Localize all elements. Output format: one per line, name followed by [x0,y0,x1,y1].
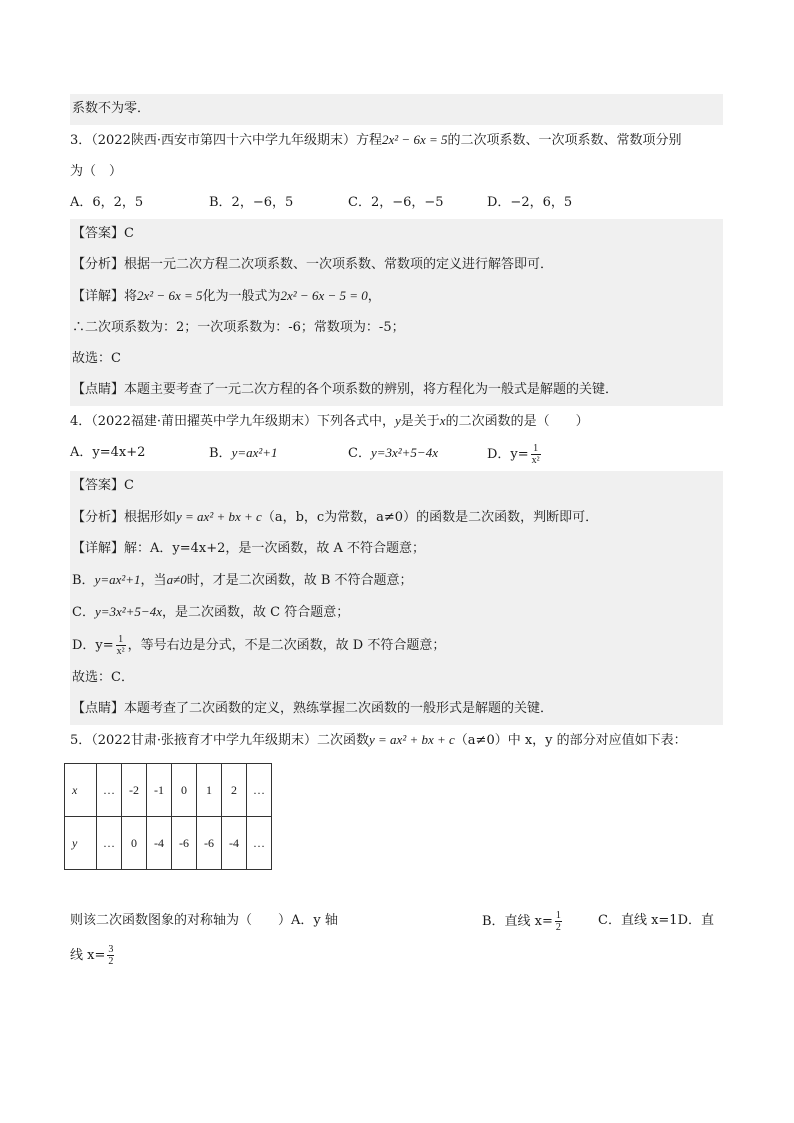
equation: 2x² − 6x = 5 [137,288,203,303]
fraction [531,443,541,466]
analysis-line [70,502,723,534]
table-cell: -1 [147,764,172,817]
text: 时，才是二次函数，故 B 不符合题意； [186,573,413,588]
text: B． [209,446,232,461]
text: 【点睛】本题主要考查了一元二次方程的各个项系数的辨别，将方程化为一般式是解题的关键． [72,382,619,397]
table-cell: -2 [122,764,147,817]
table-cell: … [97,817,122,870]
text: 【点睛】本题考查了二次函数的定义，熟练掌握二次函数的一般形式是解题的关键． [72,701,554,716]
note-line [70,694,723,725]
text: 则该二次函数图象的对称轴为（ ）A．y 轴 [70,913,338,928]
question-5-option-d [70,939,723,974]
option-c: y=3x²+5−4x [370,445,438,460]
option-a: A．y=4x+2 [70,445,146,460]
equation: y=3x²+5−4x [94,604,162,619]
text: 3．（2022陕西·西安市第四十六中学九年级期末）方程 [70,133,382,148]
answer-line [70,219,723,250]
text: ，当 [140,573,167,588]
text: 的二次项系数、一次项系数、常数项分别 [447,133,682,148]
text: 【详解】将 [72,289,138,304]
detail-line [70,597,723,629]
table-cell: -4 [147,817,172,870]
numerator: 1 [116,634,126,646]
table-cell: -6 [197,817,222,870]
table-cell: … [247,817,272,870]
text: 系数不为零． [72,101,151,116]
text: ， [367,289,381,304]
equation: y=ax²+1 [94,572,141,587]
question-5-stem [70,725,723,757]
question-3-stem-cont [70,157,723,188]
text: D．y= [72,638,114,653]
option-c: C．直线 x=1D．直 [598,913,714,928]
text: ，等号右边是分式，不是二次函数，故 D 不符合题意； [127,638,446,653]
denominator: 2 [108,956,114,967]
text: （a≠0） [454,733,508,748]
text: 5．（2022甘肃·张掖育才中学九年级期末）二次函数 [70,733,369,748]
value-table [64,763,272,870]
text: ∴二次项系数为：2；一次项系数为：-6；常数项为：-5； [72,320,405,335]
text: 为（ ） [70,164,123,179]
text: 【分析】根据形如 [72,510,177,525]
option-d: D．y= [487,447,529,462]
selection-line [70,663,723,694]
table-cell: 0 [122,817,147,870]
text: 是关于 [400,414,440,429]
option-b: B．2，−6，5 [209,195,294,210]
detail-line [70,534,723,565]
option-b: B．直线 x= [482,913,553,929]
table-cell: y [65,817,97,870]
variable: x [439,413,446,428]
detail-line [70,281,723,313]
table-cell: -4 [222,817,247,870]
option-b: y=ax²+1 [231,445,278,460]
text: 4．（2022福建·莆田擢英中学九年级期末）下列各式中， [70,414,395,429]
equation: 2x² − 6x − 5 = 0 [280,288,368,303]
text: ，是二次函数，故 C 符合题意； [161,605,350,620]
text: C． [72,605,95,620]
table-cell: x [65,764,97,817]
equation: a≠0 [166,572,187,587]
text: 【答案】C [72,226,134,241]
text: 中 x，y 的部分对应值如下表： [507,733,687,748]
text: 【分析】根据一元二次方程二次项系数、一次项系数、常数项的定义进行解答即可． [72,257,554,272]
variable: y [395,413,401,428]
detail-line [70,313,723,344]
table-row [65,764,272,817]
fraction [116,634,126,657]
equation: y = ax² + bx + c [176,509,262,524]
text: C． [348,446,371,461]
numerator: 1 [531,443,541,455]
table-cell: 0 [172,764,197,817]
text: 【详解】解：A．y=4x+2，是一次函数，故 A 不符合题意； [72,541,426,556]
text-line [70,94,723,125]
text: B． [72,573,95,588]
question-4-options [70,438,723,471]
text: 化为一般式为 [202,289,281,304]
text: （a，b，c为常数，a≠0）的函数是二次函数，判断即可． [261,510,599,525]
option-d: 线 x= [70,948,106,963]
option-d: D．−2，6，5 [487,195,573,210]
equation: y = ax² + bx + c [369,732,455,747]
text: 故选：C． [72,670,134,685]
denominator: 2 [555,921,561,933]
table-cell: -6 [172,817,197,870]
option-a: A．6，2，5 [70,195,144,210]
analysis-line [70,250,723,281]
table-cell: … [97,764,122,817]
text: 【答案】C [72,478,134,493]
answer-line [70,471,723,502]
question-4-stem [70,406,723,438]
numerator: 3 [108,944,114,955]
question-5-ask [70,904,723,939]
numerator: 1 [555,909,561,921]
note-line [70,375,723,406]
fraction [107,944,114,967]
denominator: x² [116,646,125,657]
text: 故选：C [72,351,121,366]
table-cell: … [247,764,272,817]
table-row [65,817,272,870]
question-3-options [70,188,723,219]
selection-line [70,344,723,375]
detail-line [70,565,723,597]
fraction [555,910,562,933]
denominator: x² [531,455,540,466]
question-3-stem [70,125,723,157]
text: 的二次函数的是（ ） [445,414,589,429]
option-c: C．2，−6，−5 [348,195,444,210]
equation: 2x² − 6x = 5 [382,132,448,147]
table-cell: 1 [197,764,222,817]
document-page [70,94,723,974]
detail-line [70,629,723,663]
table-cell: 2 [222,764,247,817]
